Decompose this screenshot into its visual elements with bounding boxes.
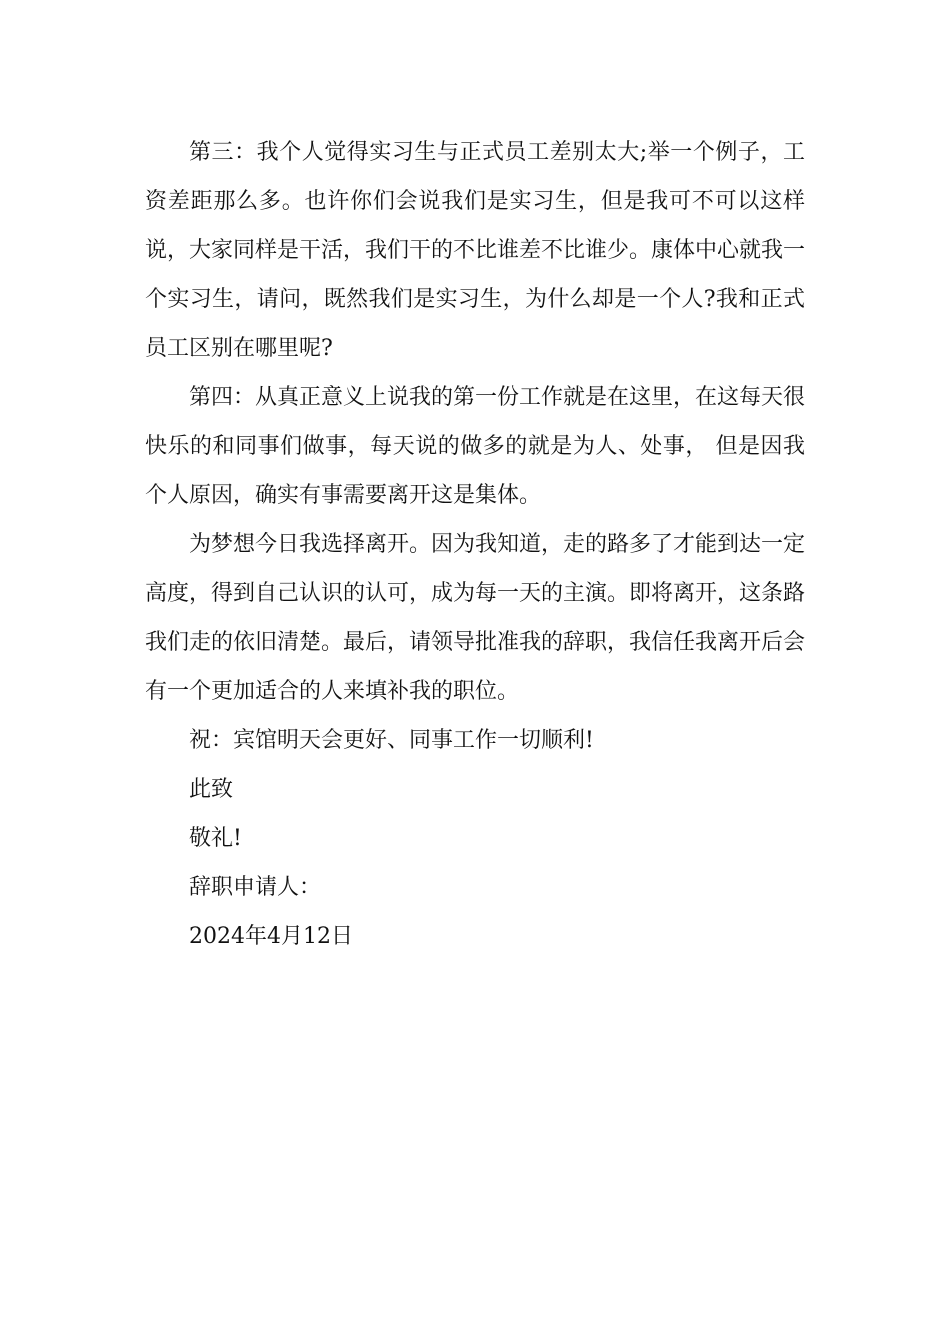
letter-body (145, 128, 805, 961)
closing-wish: 祝：宾馆明天会更好、同事工作一切顺利! (189, 728, 594, 753)
paragraph-dream: 为梦想今日我选择离开。因为我知道，走的路多了才能到达一定高度，得到自己认识的认可，成为每一天的主演。即将离开，这条路我们走的依旧清楚。最后，请领导批准我的辞职，我信任我离开后会有一个更加适合的人来填补我的职位。 (145, 532, 806, 704)
letter-date: 2024年4月12日 (189, 924, 353, 949)
paragraph-point-four: 第四：从真正意义上说我的第一份工作就是在这里，在这每天很快乐的和同事们做事，每天说的做多的就是为人、处事， 但是因我个人原因，确实有事需要离开这是集体。 (145, 385, 806, 508)
closing-salutation: 此致 (189, 777, 234, 802)
paragraph-point-three: 第三：我个人觉得实习生与正式员工差别太大;举一个例子，工资差距那么多。也许你们会说我们是实习生，但是我可不可以这样说，大家同样是干活，我们干的不比谁差不比谁少。康体中心就我一个实习生，请问，既然我们是实习生，为什么却是一个人?我和正式员工区别在哪里呢? (145, 140, 806, 361)
applicant-label: 辞职申请人： (189, 875, 322, 900)
closing-regards: 敬礼! (189, 826, 242, 851)
